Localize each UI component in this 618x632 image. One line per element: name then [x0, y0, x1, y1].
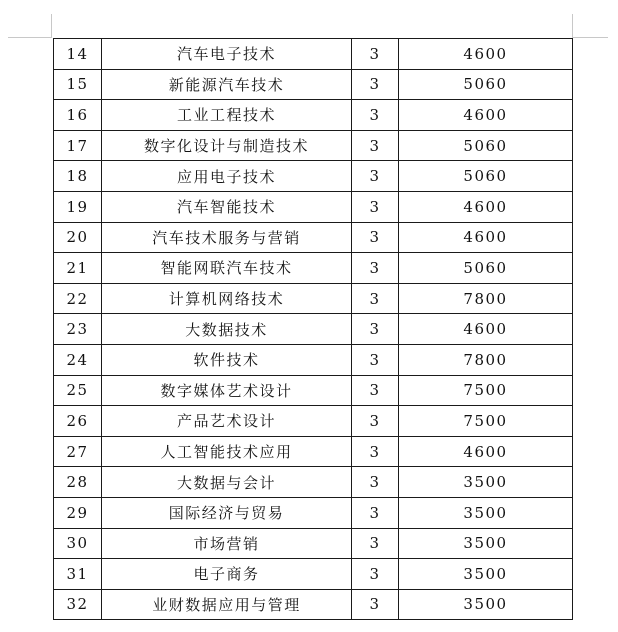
tuition-fee-cell: 5060 — [399, 130, 573, 161]
row-number-cell: 21 — [54, 253, 102, 284]
major-name-cell: 汽车技术服务与营销 — [102, 222, 352, 253]
row-number-cell: 16 — [54, 100, 102, 131]
tuition-fee-cell: 4600 — [399, 191, 573, 222]
table-row — [54, 589, 573, 620]
table-row — [54, 344, 573, 375]
row-number-cell: 29 — [54, 497, 102, 528]
row-number-cell: 26 — [54, 406, 102, 437]
tuition-fee-cell: 3500 — [399, 467, 573, 498]
crop-mark-top-left-vertical — [51, 14, 52, 38]
tuition-fee-cell: 5060 — [399, 253, 573, 284]
table-row — [54, 39, 573, 70]
duration-years-cell: 3 — [352, 69, 399, 100]
row-number-cell: 24 — [54, 344, 102, 375]
row-number-cell: 23 — [54, 314, 102, 345]
row-number-cell: 20 — [54, 222, 102, 253]
table-row — [54, 406, 573, 437]
major-name-cell: 业财数据应用与管理 — [102, 589, 352, 620]
table-row — [54, 161, 573, 192]
row-number-cell: 14 — [54, 39, 102, 70]
table-row — [54, 436, 573, 467]
row-number-cell: 27 — [54, 436, 102, 467]
table-row — [54, 559, 573, 590]
duration-years-cell: 3 — [352, 406, 399, 437]
duration-years-cell: 3 — [352, 589, 399, 620]
table-row — [54, 497, 573, 528]
duration-years-cell: 3 — [352, 39, 399, 70]
tuition-fee-cell: 3500 — [399, 528, 573, 559]
major-name-cell: 软件技术 — [102, 344, 352, 375]
duration-years-cell: 3 — [352, 100, 399, 131]
row-number-cell: 30 — [54, 528, 102, 559]
major-name-cell: 新能源汽车技术 — [102, 69, 352, 100]
tuition-fee-cell: 7500 — [399, 406, 573, 437]
tuition-fee-cell: 5060 — [399, 69, 573, 100]
major-name-cell: 汽车电子技术 — [102, 39, 352, 70]
table-row — [54, 191, 573, 222]
table-row — [54, 528, 573, 559]
row-number-cell: 18 — [54, 161, 102, 192]
major-name-cell: 市场营销 — [102, 528, 352, 559]
major-name-cell: 人工智能技术应用 — [102, 436, 352, 467]
duration-years-cell: 3 — [352, 436, 399, 467]
major-name-cell: 汽车智能技术 — [102, 191, 352, 222]
table-row — [54, 467, 573, 498]
tuition-fee-cell: 4600 — [399, 222, 573, 253]
tuition-fee-cell: 4600 — [399, 436, 573, 467]
major-name-cell: 智能网联汽车技术 — [102, 253, 352, 284]
row-number-cell: 19 — [54, 191, 102, 222]
tuition-fee-cell: 3500 — [399, 497, 573, 528]
table-row — [54, 222, 573, 253]
table-body — [54, 39, 573, 620]
tuition-fee-cell: 7800 — [399, 283, 573, 314]
crop-mark-top-right-horizontal — [572, 37, 608, 38]
major-name-cell: 数字媒体艺术设计 — [102, 375, 352, 406]
row-number-cell: 15 — [54, 69, 102, 100]
crop-mark-top-right-vertical — [572, 14, 573, 38]
table-row — [54, 100, 573, 131]
row-number-cell: 31 — [54, 559, 102, 590]
tuition-fee-cell: 7800 — [399, 344, 573, 375]
major-name-cell: 工业工程技术 — [102, 100, 352, 131]
row-number-cell: 28 — [54, 467, 102, 498]
duration-years-cell: 3 — [352, 253, 399, 284]
table-row — [54, 283, 573, 314]
table-row — [54, 130, 573, 161]
row-number-cell: 32 — [54, 589, 102, 620]
major-name-cell: 大数据与会计 — [102, 467, 352, 498]
duration-years-cell: 3 — [352, 161, 399, 192]
tuition-fee-cell: 5060 — [399, 161, 573, 192]
table-row — [54, 69, 573, 100]
duration-years-cell: 3 — [352, 130, 399, 161]
tuition-fee-cell: 4600 — [399, 314, 573, 345]
row-number-cell: 17 — [54, 130, 102, 161]
row-number-cell: 25 — [54, 375, 102, 406]
major-name-cell: 国际经济与贸易 — [102, 497, 352, 528]
duration-years-cell: 3 — [352, 559, 399, 590]
duration-years-cell: 3 — [352, 222, 399, 253]
tuition-fee-cell: 3500 — [399, 559, 573, 590]
major-name-cell: 产品艺术设计 — [102, 406, 352, 437]
duration-years-cell: 3 — [352, 314, 399, 345]
major-name-cell: 应用电子技术 — [102, 161, 352, 192]
duration-years-cell: 3 — [352, 344, 399, 375]
duration-years-cell: 3 — [352, 375, 399, 406]
tuition-fee-table — [53, 38, 573, 620]
duration-years-cell: 3 — [352, 283, 399, 314]
table-row — [54, 253, 573, 284]
tuition-fee-cell: 3500 — [399, 589, 573, 620]
major-name-cell: 数字化设计与制造技术 — [102, 130, 352, 161]
duration-years-cell: 3 — [352, 191, 399, 222]
duration-years-cell: 3 — [352, 528, 399, 559]
row-number-cell: 22 — [54, 283, 102, 314]
duration-years-cell: 3 — [352, 497, 399, 528]
major-name-cell: 电子商务 — [102, 559, 352, 590]
tuition-fee-cell: 4600 — [399, 100, 573, 131]
major-name-cell: 大数据技术 — [102, 314, 352, 345]
tuition-fee-cell: 7500 — [399, 375, 573, 406]
duration-years-cell: 3 — [352, 467, 399, 498]
table-row — [54, 314, 573, 345]
table-row — [54, 375, 573, 406]
tuition-fee-cell: 4600 — [399, 39, 573, 70]
major-name-cell: 计算机网络技术 — [102, 283, 352, 314]
crop-mark-top-left-horizontal — [8, 37, 52, 38]
